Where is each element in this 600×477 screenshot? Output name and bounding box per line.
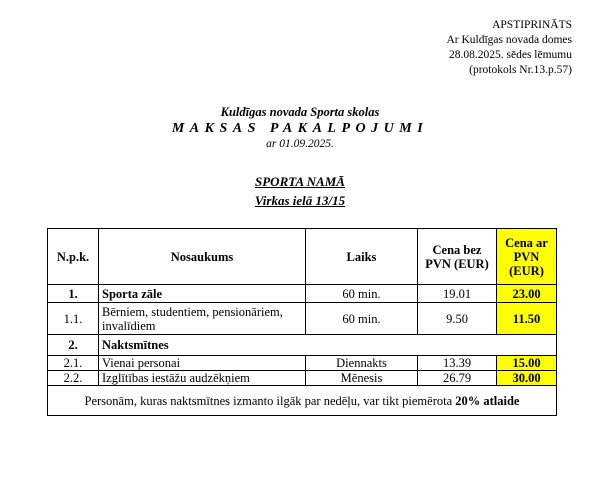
approval-line-1: APSTIPRINĀTS (492, 19, 572, 31)
row-time: 60 min. (306, 285, 418, 303)
row-name: Sporta zāle (99, 285, 306, 303)
row-price-gross: 30.00 (497, 371, 557, 386)
table-row (48, 285, 557, 303)
row-npk: 1. (48, 285, 99, 303)
valid-from-date: ar 01.09.2025. (266, 138, 334, 150)
row-time: Mēnesis (306, 371, 418, 386)
organization-name: Kuldīgas novada Sporta skolas (220, 105, 380, 119)
note-discount: 20% atlaide (455, 393, 520, 408)
header-npk: N.p.k. (48, 229, 99, 285)
row-time: 60 min. (306, 303, 418, 335)
header-name: Nosaukums (99, 229, 306, 285)
row-price-gross: 15.00 (497, 356, 557, 371)
approval-block (446, 18, 572, 78)
row-npk: 2.1. (48, 356, 99, 371)
location-block (0, 172, 600, 210)
table-row (48, 356, 557, 371)
document-heading (0, 105, 600, 151)
header-price-net: Cena bez PVN (EUR) (418, 229, 497, 285)
row-name: Bērniem, studentiem, pensionāriem, invalīdiem (99, 303, 306, 335)
table-row (48, 371, 557, 386)
row-price-net: 13.39 (418, 356, 497, 371)
row-npk: 1.1. (48, 303, 99, 335)
venue-name: SPORTA NAMĀ (255, 174, 345, 189)
row-price-gross: 23.00 (497, 285, 557, 303)
table-row (48, 303, 557, 335)
approval-line-2: Ar Kuldīgas novada domes (446, 34, 572, 46)
row-price-net: 26.79 (418, 371, 497, 386)
note-row (48, 386, 557, 416)
venue-address: Virkas ielā 13/15 (254, 193, 346, 208)
row-npk: 2. (48, 335, 99, 356)
note-text: Personām, kuras naktsmītnes izmanto ilgāk par nedēļu, var tikt piemērota (84, 393, 453, 408)
row-name: Vienai personai (99, 356, 306, 371)
row-price-gross: 11.50 (497, 303, 557, 335)
row-name: Izglītības iestāžu audzēkņiem (99, 371, 306, 386)
row-npk: 2.2. (48, 371, 99, 386)
price-table (47, 228, 557, 416)
discount-note (48, 386, 557, 416)
row-name: Naktsmītnes (99, 335, 557, 356)
row-price-net: 19.01 (418, 285, 497, 303)
approval-line-4: (protokols Nr.13.p.57) (469, 64, 572, 76)
row-time: Diennakts (306, 356, 418, 371)
row-price-net: 9.50 (418, 303, 497, 335)
document-title: MAKSAS PAKALPOJUMI (171, 121, 429, 136)
approval-line-3: 28.08.2025. sēdes lēmumu (449, 49, 572, 61)
header-time: Laiks (306, 229, 418, 285)
header-price-gross: Cena ar PVN (EUR) (497, 229, 557, 285)
table-row (48, 335, 557, 356)
table-header-row (48, 229, 557, 285)
